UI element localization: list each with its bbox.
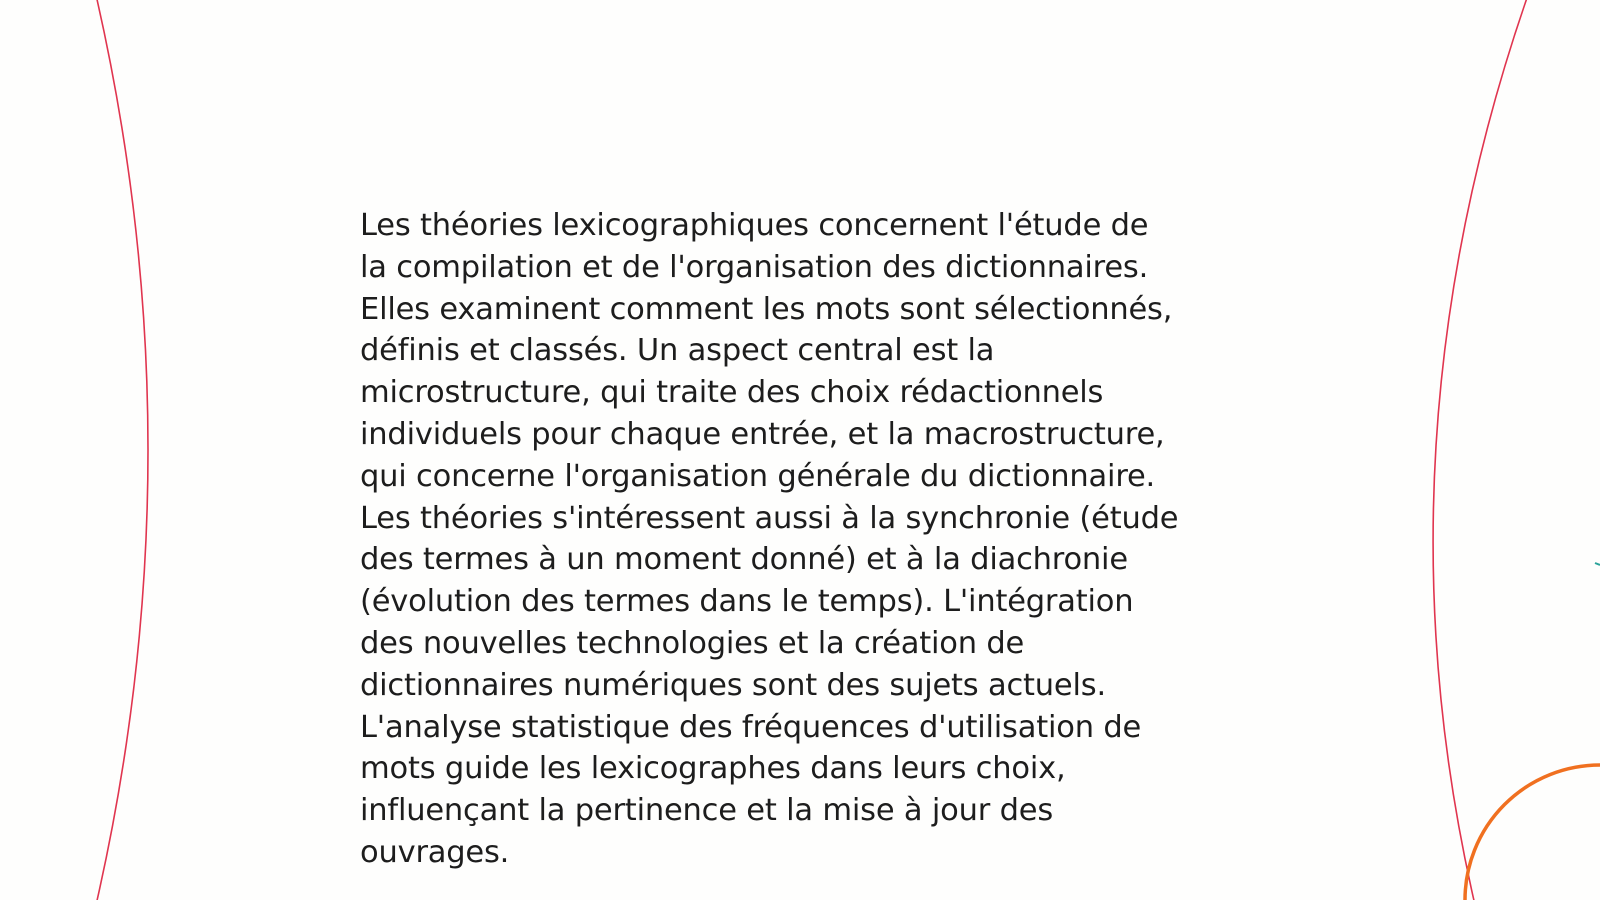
teal-mark-decoration	[1595, 563, 1600, 565]
left-arc-decoration	[96, 0, 148, 900]
orange-circle-decoration	[1465, 765, 1600, 900]
body-paragraph: Les théories lexicographiques concernent l'étude de la compilation et de l'organisation des dictionnaires. Elles examinent comment les mots sont sélectionnés, définis et classés. Un aspect central est la microstructure, qui traite des choix rédactionnels individuels pour chaque entrée, et la macrostructure, qui concerne l'organisation générale du dictionnaire. Les théories s'intéressent aussi à la synchronie (étude des termes à un moment donné) et à la diachronie (évolution des termes dans le temps). L'intégration des nouvelles technologies et la création de dictionnaires numériques sont des sujets actuels. L'analyse statistique des fréquences d'utilisation de mots guide les lexicographes dans leurs choix, influençant la pertinence et la mise à jour des ouvrages.	[360, 208, 1179, 870]
right-arc-decoration	[1433, 0, 1528, 900]
